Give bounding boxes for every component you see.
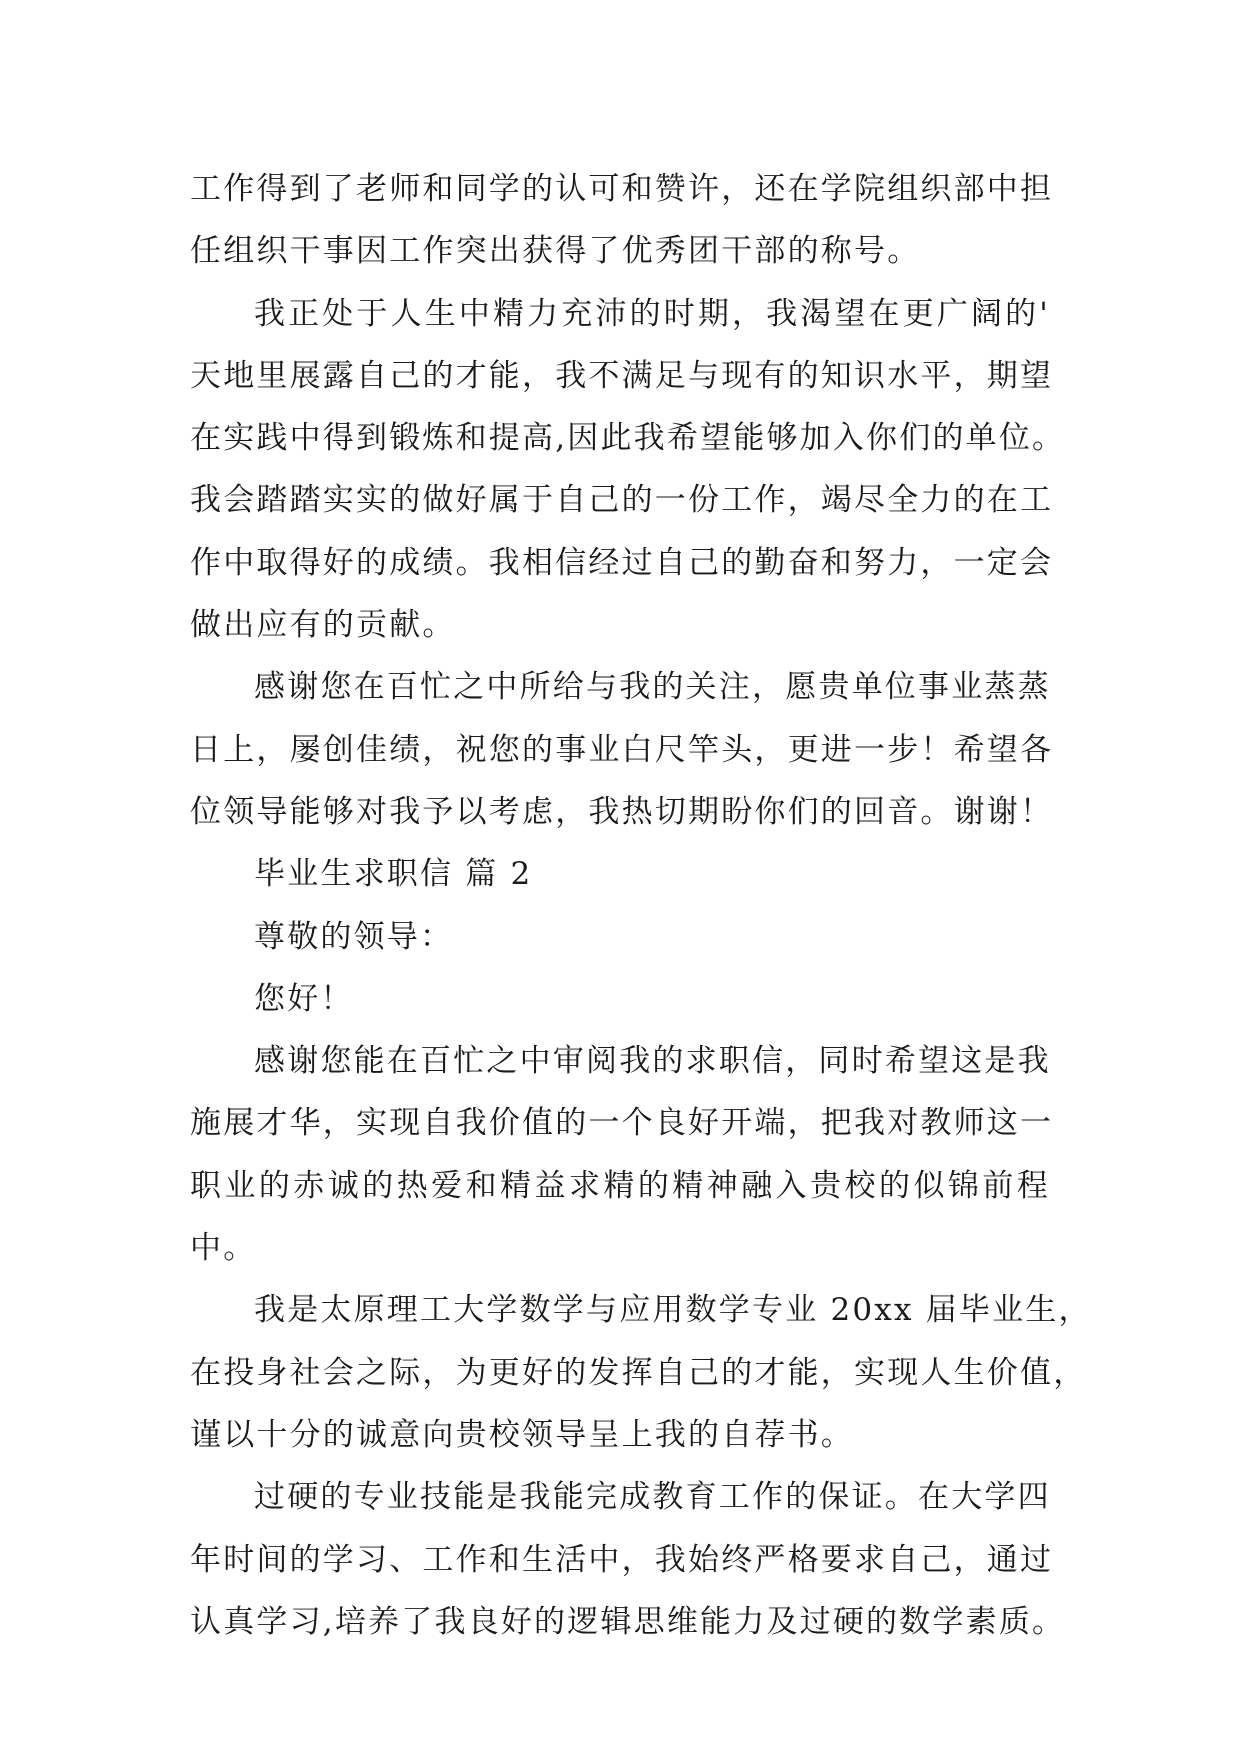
text-line: 位领导能够对我予以考虑，我热切期盼你们的回音。谢谢！	[190, 793, 1054, 830]
text-line: 在实践中得到锻炼和提高,因此我希望能够加入你们的单位。	[190, 420, 1066, 457]
text-line: 任组织干事因工作突出获得了优秀团干部的称号。	[190, 233, 921, 270]
text-line: 在投身社会之际，为更好的发挥自己的才能，实现人生价值，	[190, 1354, 1087, 1391]
text-line: 认真学习,培养了我良好的逻辑思维能力及过硬的数学素质。	[190, 1603, 1066, 1640]
text-line: 日上，屡创佳绩，祝您的事业白尺竿头，更进一步！希望各	[190, 731, 1054, 768]
text-line: 我是太原理工大学数学与应用数学专业 20xx 届毕业生，	[254, 1292, 1092, 1329]
text-line: 年时间的学习、工作和生活中，我始终严格要求自己，通过	[190, 1541, 1054, 1578]
document-body	[190, 158, 1092, 1653]
text-line: 过硬的专业技能是我能完成教育工作的保证。在大学四	[254, 1479, 1051, 1516]
text-line: 中。	[190, 1230, 257, 1267]
text-line: 毕业生求职信 篇 2	[254, 856, 533, 893]
text-line: 感谢您能在百忙之中审阅我的求职信，同时希望这是我	[254, 1043, 1051, 1080]
text-line: 谨以十分的诚意向贵校领导呈上我的自荐书。	[190, 1416, 854, 1453]
text-line: 感谢您在百忙之中所给与我的关注，愿贵单位事业蒸蒸	[254, 669, 1051, 706]
text-line: 做出应有的贡献。	[190, 607, 456, 644]
text-line: 职业的赤诚的热爱和精益求精的精神融入贵校的似锦前程	[190, 1167, 1050, 1204]
text-line: 施展才华，实现自我价值的一个良好开端，把我对教师这一	[190, 1105, 1054, 1142]
text-line: 天地里展露自己的才能，我不满足与现有的知识水平，期望	[190, 357, 1054, 394]
text-line: 我正处于人生中精力充沛的时期，我渴望在更广阔的'	[254, 295, 1050, 332]
text-line: 您好！	[254, 980, 354, 1017]
text-line: 作中取得好的成绩。我相信经过自己的勤奋和努力，一定会	[190, 544, 1054, 581]
text-line: 我会踏踏实实的做好属于自己的一份工作，竭尽全力的在工	[190, 482, 1054, 519]
text-line: 尊敬的领导：	[254, 918, 454, 955]
text-line: 工作得到了老师和同学的认可和赞许，还在学院组织部中担	[190, 171, 1054, 207]
